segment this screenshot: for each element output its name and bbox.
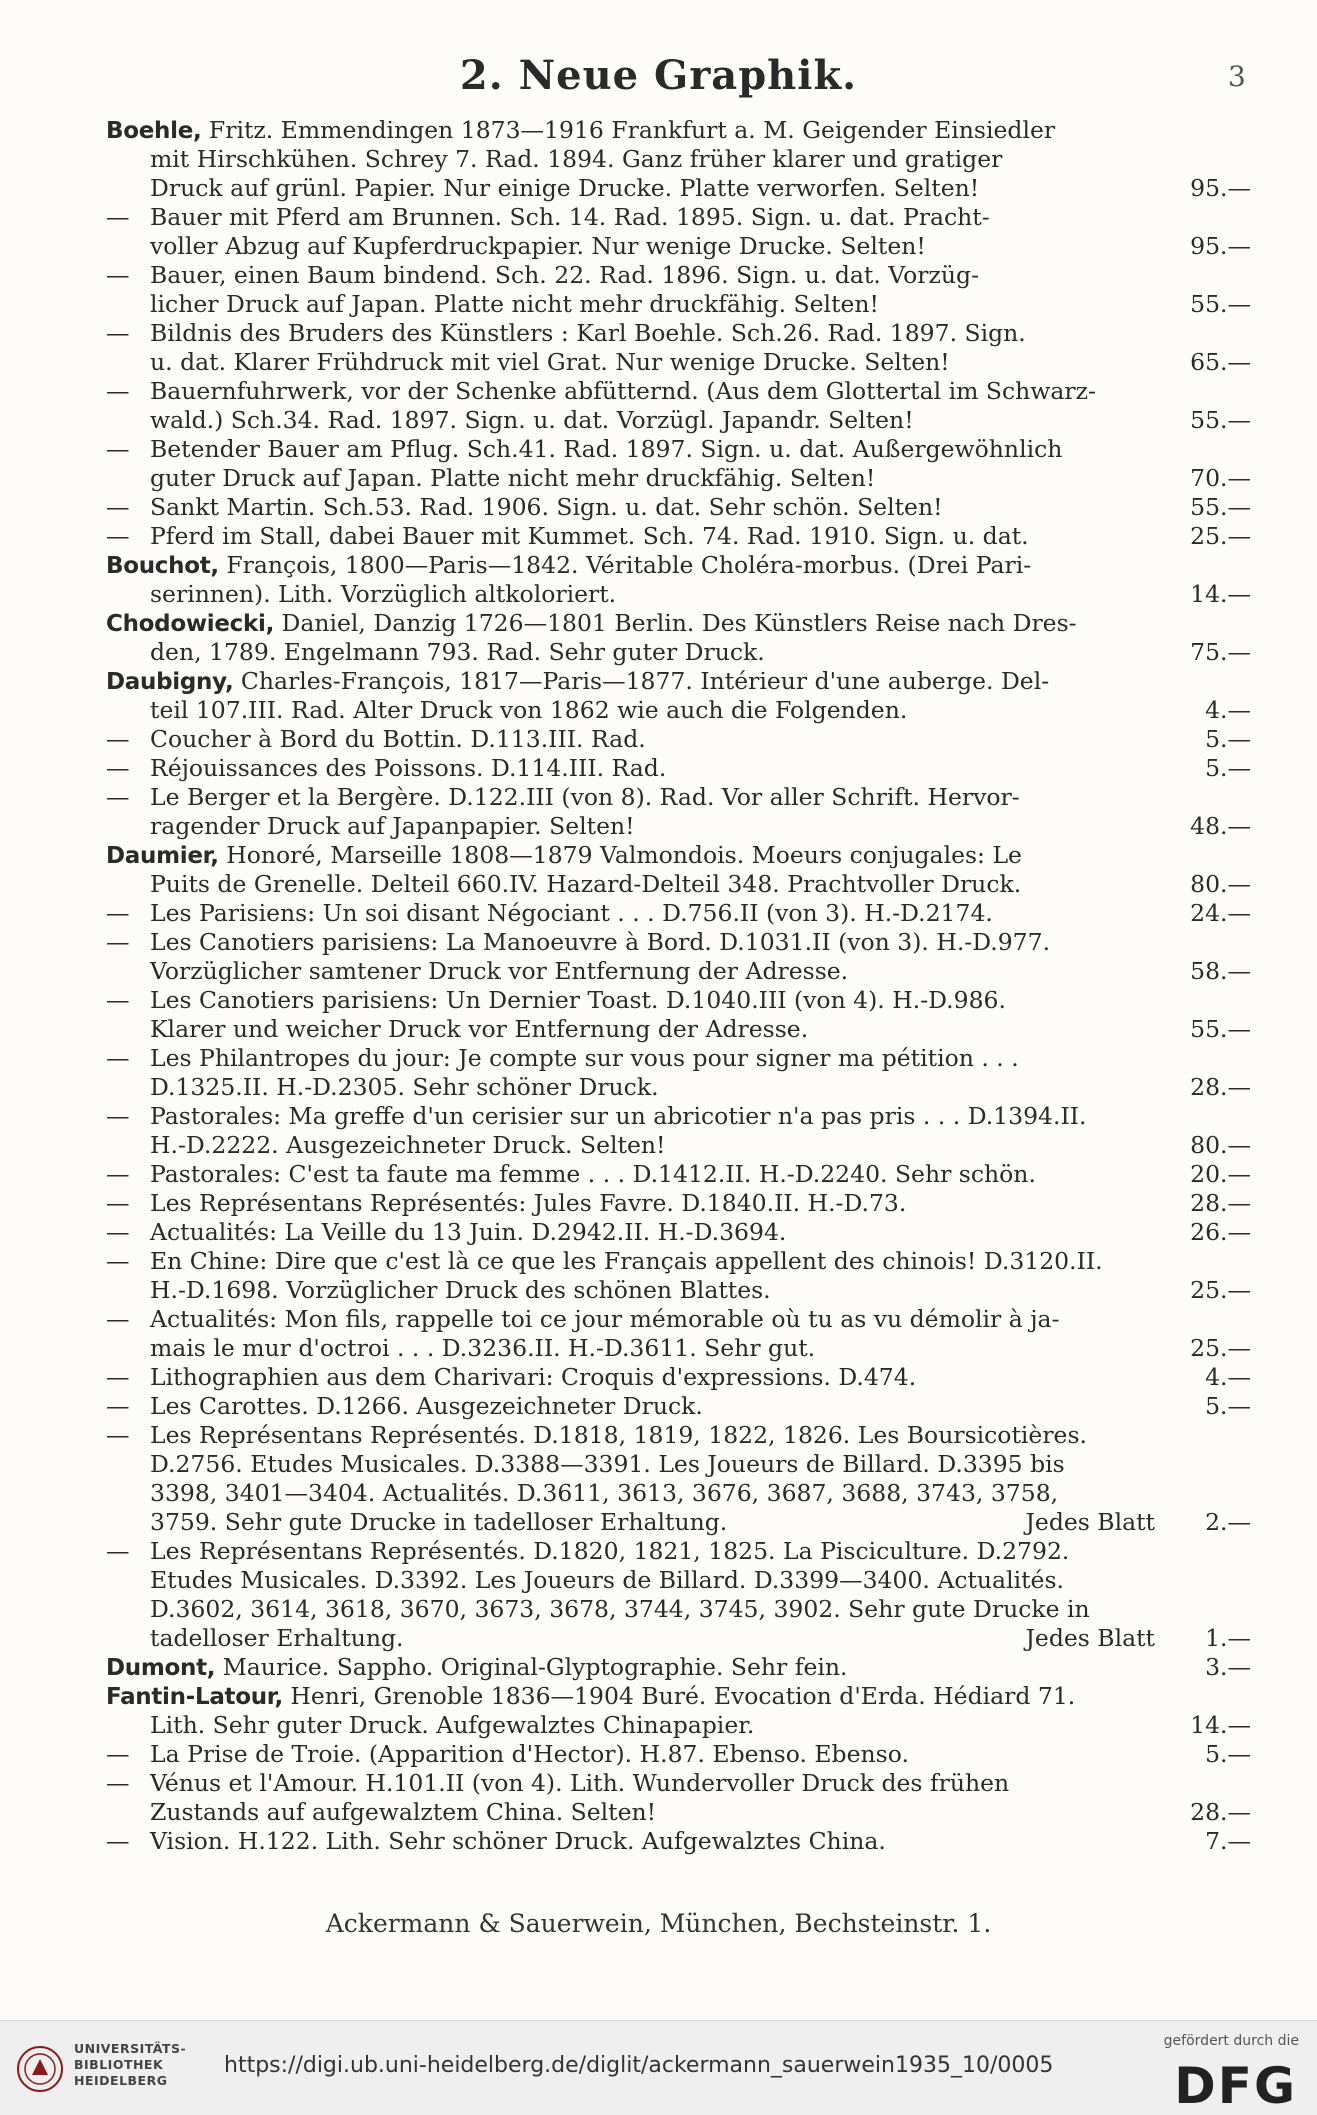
entry-line (106, 348, 1251, 377)
catalog-entry (106, 435, 1251, 493)
entry-line (106, 1740, 1251, 1769)
entry-line (106, 1827, 1251, 1856)
entry-line (106, 203, 1251, 232)
entry-line (106, 1189, 1251, 1218)
entry-line (106, 1508, 1251, 1537)
entry-text: La Prise de Troie. (Apparition d'Hector). H.87. Ebenso. Ebenso. (150, 1740, 909, 1768)
entry-text: H.-D.2222. Ausgezeichneter Druck. Selten! (150, 1131, 666, 1159)
entry-text: Actualités: La Veille du 13 Juin. D.2942.II. H.-D.3694. (150, 1218, 787, 1246)
catalog-entry (106, 1682, 1251, 1740)
entry-line (106, 1015, 1251, 1044)
entry-line (106, 1276, 1251, 1305)
entry-price: 7.— (1205, 1827, 1251, 1855)
entry-price: 65.— (1190, 348, 1251, 376)
entry-text: Coucher à Bord du Bottin. D.113.III. Rad. (150, 725, 646, 753)
sponsor-label: gefördert durch die (1163, 2033, 1299, 2049)
entry-line (106, 928, 1251, 957)
entry-text: licher Druck auf Japan. Platte nicht mehr druckfähig. Selten! (150, 290, 879, 318)
repeat-dash: — (106, 783, 130, 811)
catalog-entry (106, 609, 1251, 667)
repeat-dash: — (106, 1827, 130, 1855)
catalog-entry (106, 1044, 1251, 1102)
entry-text: mais le mur d'octroi . . . D.3236.II. H.-D.3611. Sehr gut. (150, 1334, 816, 1362)
publisher-footer: Ackermann & Sauerwein, München, Bechsteinstr. 1. (325, 1909, 992, 1938)
entry-text: François, 1800—Paris—1842. Véritable Choléra-morbus. (Drei Pari- (226, 551, 1032, 579)
repeat-dash: — (106, 377, 130, 405)
entry-price: 80.— (1190, 1131, 1251, 1159)
institution-name (74, 2041, 186, 2089)
catalog-entry (106, 1189, 1251, 1218)
entry-line (106, 435, 1251, 464)
catalog-entry (106, 493, 1251, 522)
entry-text: Lith. Sehr guter Druck. Aufgewalztes Chinapapier. (150, 1711, 755, 1739)
entry-line (106, 464, 1251, 493)
entry-text: voller Abzug auf Kupferdruckpapier. Nur wenige Drucke. Selten! (150, 232, 926, 260)
entry-line (106, 1392, 1251, 1421)
entry-price: 58.— (1190, 957, 1251, 985)
entry-line (106, 667, 1251, 696)
catalog-entry (106, 261, 1251, 319)
entry-text: Sankt Martin. Sch.53. Rad. 1906. Sign. u. dat. Sehr schön. Selten! (150, 493, 943, 521)
catalog-entry (106, 928, 1251, 986)
entry-text: En Chine: Dire que c'est là ce que les Français appellent des chinois! D.3120.II. (150, 1247, 1103, 1275)
repeat-dash: — (106, 1537, 130, 1565)
entry-line (106, 696, 1251, 725)
catalog-entry (106, 899, 1251, 928)
entry-text: Maurice. Sappho. Original-Glyptographie. Sehr fein. (222, 1653, 848, 1681)
entry-price: 95.— (1190, 232, 1251, 260)
catalog-entry (106, 1305, 1251, 1363)
entry-price: 55.— (1190, 406, 1251, 434)
entry-text: Les Représentans Représentés: Jules Favre. D.1840.II. H.-D.73. (150, 1189, 907, 1217)
entry-text: Zustands auf aufgewalztem China. Selten! (150, 1798, 657, 1826)
catalog-entry (106, 1421, 1251, 1537)
entry-text: Le Berger et la Bergère. D.122.III (von 8). Rad. Vor aller Schrift. Hervor- (150, 783, 1020, 811)
entry-text: teil 107.III. Rad. Alter Druck von 1862 wie auch die Folgenden. (150, 696, 908, 724)
permalink-url[interactable]: https://digi.ub.uni-heidelberg.de/diglit/ackermann_sauerwein1935_10/0005 (224, 2053, 1054, 2078)
entry-price: 95.— (1190, 174, 1251, 202)
entry-text: Actualités: Mon fils, rappelle toi ce jour mémorable où tu as vu démolir à ja- (150, 1305, 1060, 1333)
entry-text: Fritz. Emmendingen 1873—1916 Frankfurt a. M. Geigender Einsiedler (208, 116, 1056, 144)
repeat-dash: — (106, 1160, 130, 1188)
entry-line (106, 1711, 1251, 1740)
repeat-dash: — (106, 1392, 130, 1420)
artist-name: Daubigny, (106, 669, 234, 695)
entry-line (106, 1450, 1251, 1479)
entry-price: 28.— (1190, 1798, 1251, 1826)
entry-price: 14.— (1190, 1711, 1251, 1739)
entry-text: wald.) Sch.34. Rad. 1897. Sign. u. dat. Vorzügl. Japandr. Selten! (150, 406, 914, 434)
entry-text: tadelloser Erhaltung. (150, 1624, 404, 1652)
per-sheet-note: Jedes Blatt (1025, 1624, 1155, 1652)
catalog-entry (106, 725, 1251, 754)
catalog-entry (106, 551, 1251, 609)
entry-line (106, 1131, 1251, 1160)
entry-price: 25.— (1190, 522, 1251, 550)
entry-line (106, 232, 1251, 261)
entry-line (106, 1421, 1251, 1450)
entry-price: 55.— (1190, 1015, 1251, 1043)
entry-price: 5.— (1205, 754, 1251, 782)
entry-text: serinnen). Lith. Vorzüglich altkoloriert. (150, 580, 617, 608)
entry-line (106, 1798, 1251, 1827)
entry-line (106, 551, 1251, 580)
entry-text: Daniel, Danzig 1726—1801 Berlin. Des Künstlers Reise nach Dres- (281, 609, 1077, 637)
catalog-entry (106, 1827, 1251, 1856)
entry-price: 3.— (1205, 1653, 1251, 1681)
entry-price: 28.— (1190, 1189, 1251, 1217)
artist-name: Dumont, (106, 1655, 216, 1681)
repeat-dash: — (106, 203, 130, 231)
catalog-entries (106, 116, 1251, 1856)
entry-text: mit Hirschkühen. Schrey 7. Rad. 1894. Ganz früher klarer und gratiger (150, 145, 1003, 173)
entry-price: 2.— (1205, 1508, 1251, 1536)
repeat-dash: — (106, 1247, 130, 1275)
entry-text: Les Canotiers parisiens: La Manoeuvre à Bord. D.1031.II (von 3). H.-D.977. (150, 928, 1051, 956)
entry-line (106, 522, 1251, 551)
entry-line (106, 1334, 1251, 1363)
entry-text: guter Druck auf Japan. Platte nicht mehr druckfähig. Selten! (150, 464, 876, 492)
dfg-logo: DFG (1174, 2057, 1297, 2115)
repeat-dash: — (106, 522, 130, 550)
institution-line: HEIDELBERG (74, 2073, 168, 2088)
repeat-dash: — (106, 928, 130, 956)
repeat-dash: — (106, 1102, 130, 1130)
repeat-dash: — (106, 435, 130, 463)
repeat-dash: — (106, 725, 130, 753)
entry-text: D.1325.II. H.-D.2305. Sehr schöner Druck. (150, 1073, 659, 1101)
per-sheet-note: Jedes Blatt (1025, 1508, 1155, 1536)
entry-line (106, 1247, 1251, 1276)
entry-text: Les Représentans Représentés. D.1820, 1821, 1825. La Pisciculture. D.2792. (150, 1537, 1070, 1565)
entry-line (106, 1624, 1251, 1653)
catalog-entry (106, 754, 1251, 783)
entry-text: u. dat. Klarer Frühdruck mit viel Grat. Nur wenige Drucke. Selten! (150, 348, 950, 376)
catalog-entry (106, 1537, 1251, 1653)
repeat-dash: — (106, 261, 130, 289)
catalog-entry (106, 319, 1251, 377)
entry-text: Vision. H.122. Lith. Sehr schöner Druck. Aufgewalztes China. (150, 1827, 886, 1855)
artist-name: Fantin-Latour, (106, 1684, 283, 1710)
catalog-entry (106, 986, 1251, 1044)
entry-line (106, 957, 1251, 986)
catalog-entry (106, 1769, 1251, 1827)
entry-price: 80.— (1190, 870, 1251, 898)
entry-price: 20.— (1190, 1160, 1251, 1188)
repeat-dash: — (106, 1305, 130, 1333)
entry-text: 3759. Sehr gute Drucke in tadelloser Erhaltung. (150, 1508, 728, 1536)
catalog-entry (106, 1740, 1251, 1769)
entry-price: 28.— (1190, 1073, 1251, 1101)
institution-line: UNIVERSITÄTS- (74, 2041, 187, 2056)
entry-line (106, 754, 1251, 783)
entry-price: 4.— (1205, 1363, 1251, 1391)
entry-text: Les Parisiens: Un soi disant Négociant . . . D.756.II (von 3). H.-D.2174. (150, 899, 993, 927)
entry-line (106, 116, 1251, 145)
entry-text: Réjouissances des Poissons. D.114.III. Rad. (150, 754, 667, 782)
entry-line (106, 261, 1251, 290)
repeat-dash: — (106, 1769, 130, 1797)
entry-price: 1.— (1205, 1624, 1251, 1652)
entry-text: Les Carottes. D.1266. Ausgezeichneter Druck. (150, 1392, 703, 1420)
entry-line (106, 580, 1251, 609)
entry-line (106, 1073, 1251, 1102)
catalog-entry (106, 1653, 1251, 1682)
entry-line (106, 638, 1251, 667)
entry-text: Bauernfuhrwerk, vor der Schenke abfütternd. (Aus dem Glottertal im Schwarz- (150, 377, 1096, 405)
entry-line (106, 1653, 1251, 1682)
entry-price: 5.— (1205, 1740, 1251, 1768)
repeat-dash: — (106, 1421, 130, 1449)
entry-line (106, 1044, 1251, 1073)
entry-price: 14.— (1190, 580, 1251, 608)
entry-text: Lithographien aus dem Charivari: Croquis d'expressions. D.474. (150, 1363, 917, 1391)
entry-line (106, 174, 1251, 203)
entry-line (106, 1682, 1251, 1711)
catalog-entry (106, 1218, 1251, 1247)
entry-price: 26.— (1190, 1218, 1251, 1246)
repeat-dash: — (106, 1740, 130, 1768)
catalog-entry (106, 203, 1251, 261)
entry-text: D.3602, 3614, 3618, 3670, 3673, 3678, 3744, 3745, 3902. Sehr gute Drucke in (150, 1595, 1090, 1623)
entry-line (106, 870, 1251, 899)
entry-price: 24.— (1190, 899, 1251, 927)
entry-line (106, 290, 1251, 319)
repeat-dash: — (106, 986, 130, 1014)
entry-text: H.-D.1698. Vorzüglicher Druck des schönen Blattes. (150, 1276, 771, 1304)
entry-price: 5.— (1205, 1392, 1251, 1420)
entry-text: Bildnis des Bruders des Künstlers : Karl Boehle. Sch.26. Rad. 1897. Sign. (150, 319, 1026, 347)
entry-price: 4.— (1205, 696, 1251, 724)
catalog-entry (106, 377, 1251, 435)
catalog-entry (106, 841, 1251, 899)
entry-text: D.2756. Etudes Musicales. D.3388—3391. Les Joueurs de Billard. D.3395 bis (150, 1450, 1065, 1478)
entry-line (106, 1566, 1251, 1595)
entry-line (106, 725, 1251, 754)
entry-text: Les Représentans Représentés. D.1818, 1819, 1822, 1826. Les Boursicotières. (150, 1421, 1087, 1449)
page-corner-mark: 3 (1228, 60, 1246, 93)
entry-text: Charles-François, 1817—Paris—1877. Intérieur d'une auberge. Del- (240, 667, 1050, 695)
entry-line (106, 1595, 1251, 1624)
artist-name: Bouchot, (106, 553, 219, 579)
entry-price: 5.— (1205, 725, 1251, 753)
repeat-dash: — (106, 1189, 130, 1217)
catalog-entry (106, 783, 1251, 841)
entry-price: 70.— (1190, 464, 1251, 492)
university-seal-icon (16, 2045, 64, 2093)
entry-line (106, 1537, 1251, 1566)
entry-text: ragender Druck auf Japanpapier. Selten! (150, 812, 635, 840)
entry-price: 48.— (1190, 812, 1251, 840)
catalog-entry (106, 1102, 1251, 1160)
entry-line (106, 145, 1251, 174)
entry-text: Vorzüglicher samtener Druck vor Entfernung der Adresse. (150, 957, 849, 985)
page-title: 2. Neue Graphik. (459, 52, 858, 99)
catalog-entry (106, 1160, 1251, 1189)
viewer-bottom-bar (0, 2020, 1317, 2115)
entry-line (106, 841, 1251, 870)
repeat-dash: — (106, 493, 130, 521)
catalog-entry (106, 1363, 1251, 1392)
entry-text: Druck auf grünl. Papier. Nur einige Drucke. Platte verworfen. Selten! (150, 174, 980, 202)
entry-line (106, 377, 1251, 406)
entry-line (106, 406, 1251, 435)
entry-text: Pastorales: C'est ta faute ma femme . . . D.1412.II. H.-D.2240. Sehr schön. (150, 1160, 1036, 1188)
entry-line (106, 1102, 1251, 1131)
artist-name: Chodowiecki, (106, 611, 275, 637)
catalog-entry (106, 116, 1251, 203)
entry-text: Bauer, einen Baum bindend. Sch. 22. Rad. 1896. Sign. u. dat. Vorzüg- (150, 261, 980, 289)
entry-price: 25.— (1190, 1276, 1251, 1304)
artist-name: Boehle, (106, 118, 202, 144)
entry-price: 55.— (1190, 290, 1251, 318)
entry-line (106, 493, 1251, 522)
entry-text: Les Philantropes du jour: Je compte sur vous pour signer ma pétition . . . (150, 1044, 1019, 1072)
entry-text: Puits de Grenelle. Delteil 660.IV. Hazard-Delteil 348. Prachtvoller Druck. (150, 870, 1022, 898)
entry-line (106, 1479, 1251, 1508)
repeat-dash: — (106, 1363, 130, 1391)
repeat-dash: — (106, 319, 130, 347)
entry-line (106, 1218, 1251, 1247)
repeat-dash: — (106, 754, 130, 782)
entry-line (106, 986, 1251, 1015)
entry-text: Pferd im Stall, dabei Bauer mit Kummet. Sch. 74. Rad. 1910. Sign. u. dat. (150, 522, 1029, 550)
entry-text: Bauer mit Pferd am Brunnen. Sch. 14. Rad. 1895. Sign. u. dat. Pracht- (150, 203, 990, 231)
entry-text: Henri, Grenoble 1836—1904 Buré. Evocation d'Erda. Hédiard 71. (290, 1682, 1076, 1710)
entry-text: Klarer und weicher Druck vor Entfernung der Adresse. (150, 1015, 809, 1043)
artist-name: Daumier, (106, 843, 219, 869)
entry-line (106, 1305, 1251, 1334)
entry-text: 3398, 3401—3404. Actualités. D.3611, 3613, 3676, 3687, 3688, 3743, 3758, (150, 1479, 1059, 1507)
entry-line (106, 319, 1251, 348)
entry-price: 55.— (1190, 493, 1251, 521)
entry-line (106, 812, 1251, 841)
repeat-dash: — (106, 1218, 130, 1246)
entry-price: 25.— (1190, 1334, 1251, 1362)
catalog-entry (106, 522, 1251, 551)
entry-line (106, 1160, 1251, 1189)
entry-text: Betender Bauer am Pflug. Sch.41. Rad. 1897. Sign. u. dat. Außergewöhnlich (150, 435, 1063, 463)
entry-text: Vénus et l'Amour. H.101.II (von 4). Lith. Wundervoller Druck des frühen (150, 1769, 1010, 1797)
entry-line (106, 783, 1251, 812)
catalog-entry (106, 1247, 1251, 1305)
entry-text: Les Canotiers parisiens: Un Dernier Toast. D.1040.III (von 4). H.-D.986. (150, 986, 1006, 1014)
entry-line (106, 899, 1251, 928)
institution-line: BIBLIOTHEK (74, 2057, 164, 2072)
repeat-dash: — (106, 1044, 130, 1072)
entry-line (106, 609, 1251, 638)
repeat-dash: — (106, 899, 130, 927)
entry-line (106, 1769, 1251, 1798)
catalog-entry (106, 667, 1251, 725)
catalog-entry (106, 1392, 1251, 1421)
entry-text: Honoré, Marseille 1808—1879 Valmondois. Moeurs conjugales: Le (226, 841, 1022, 869)
entry-text: den, 1789. Engelmann 793. Rad. Sehr guter Druck. (150, 638, 765, 666)
entry-price: 75.— (1190, 638, 1251, 666)
entry-text: Etudes Musicales. D.3392. Les Joueurs de Billard. D.3399—3400. Actualités. (150, 1566, 1064, 1594)
entry-line (106, 1363, 1251, 1392)
entry-text: Pastorales: Ma greffe d'un cerisier sur un abricotier n'a pas pris . . . D.1394.II. (150, 1102, 1087, 1130)
